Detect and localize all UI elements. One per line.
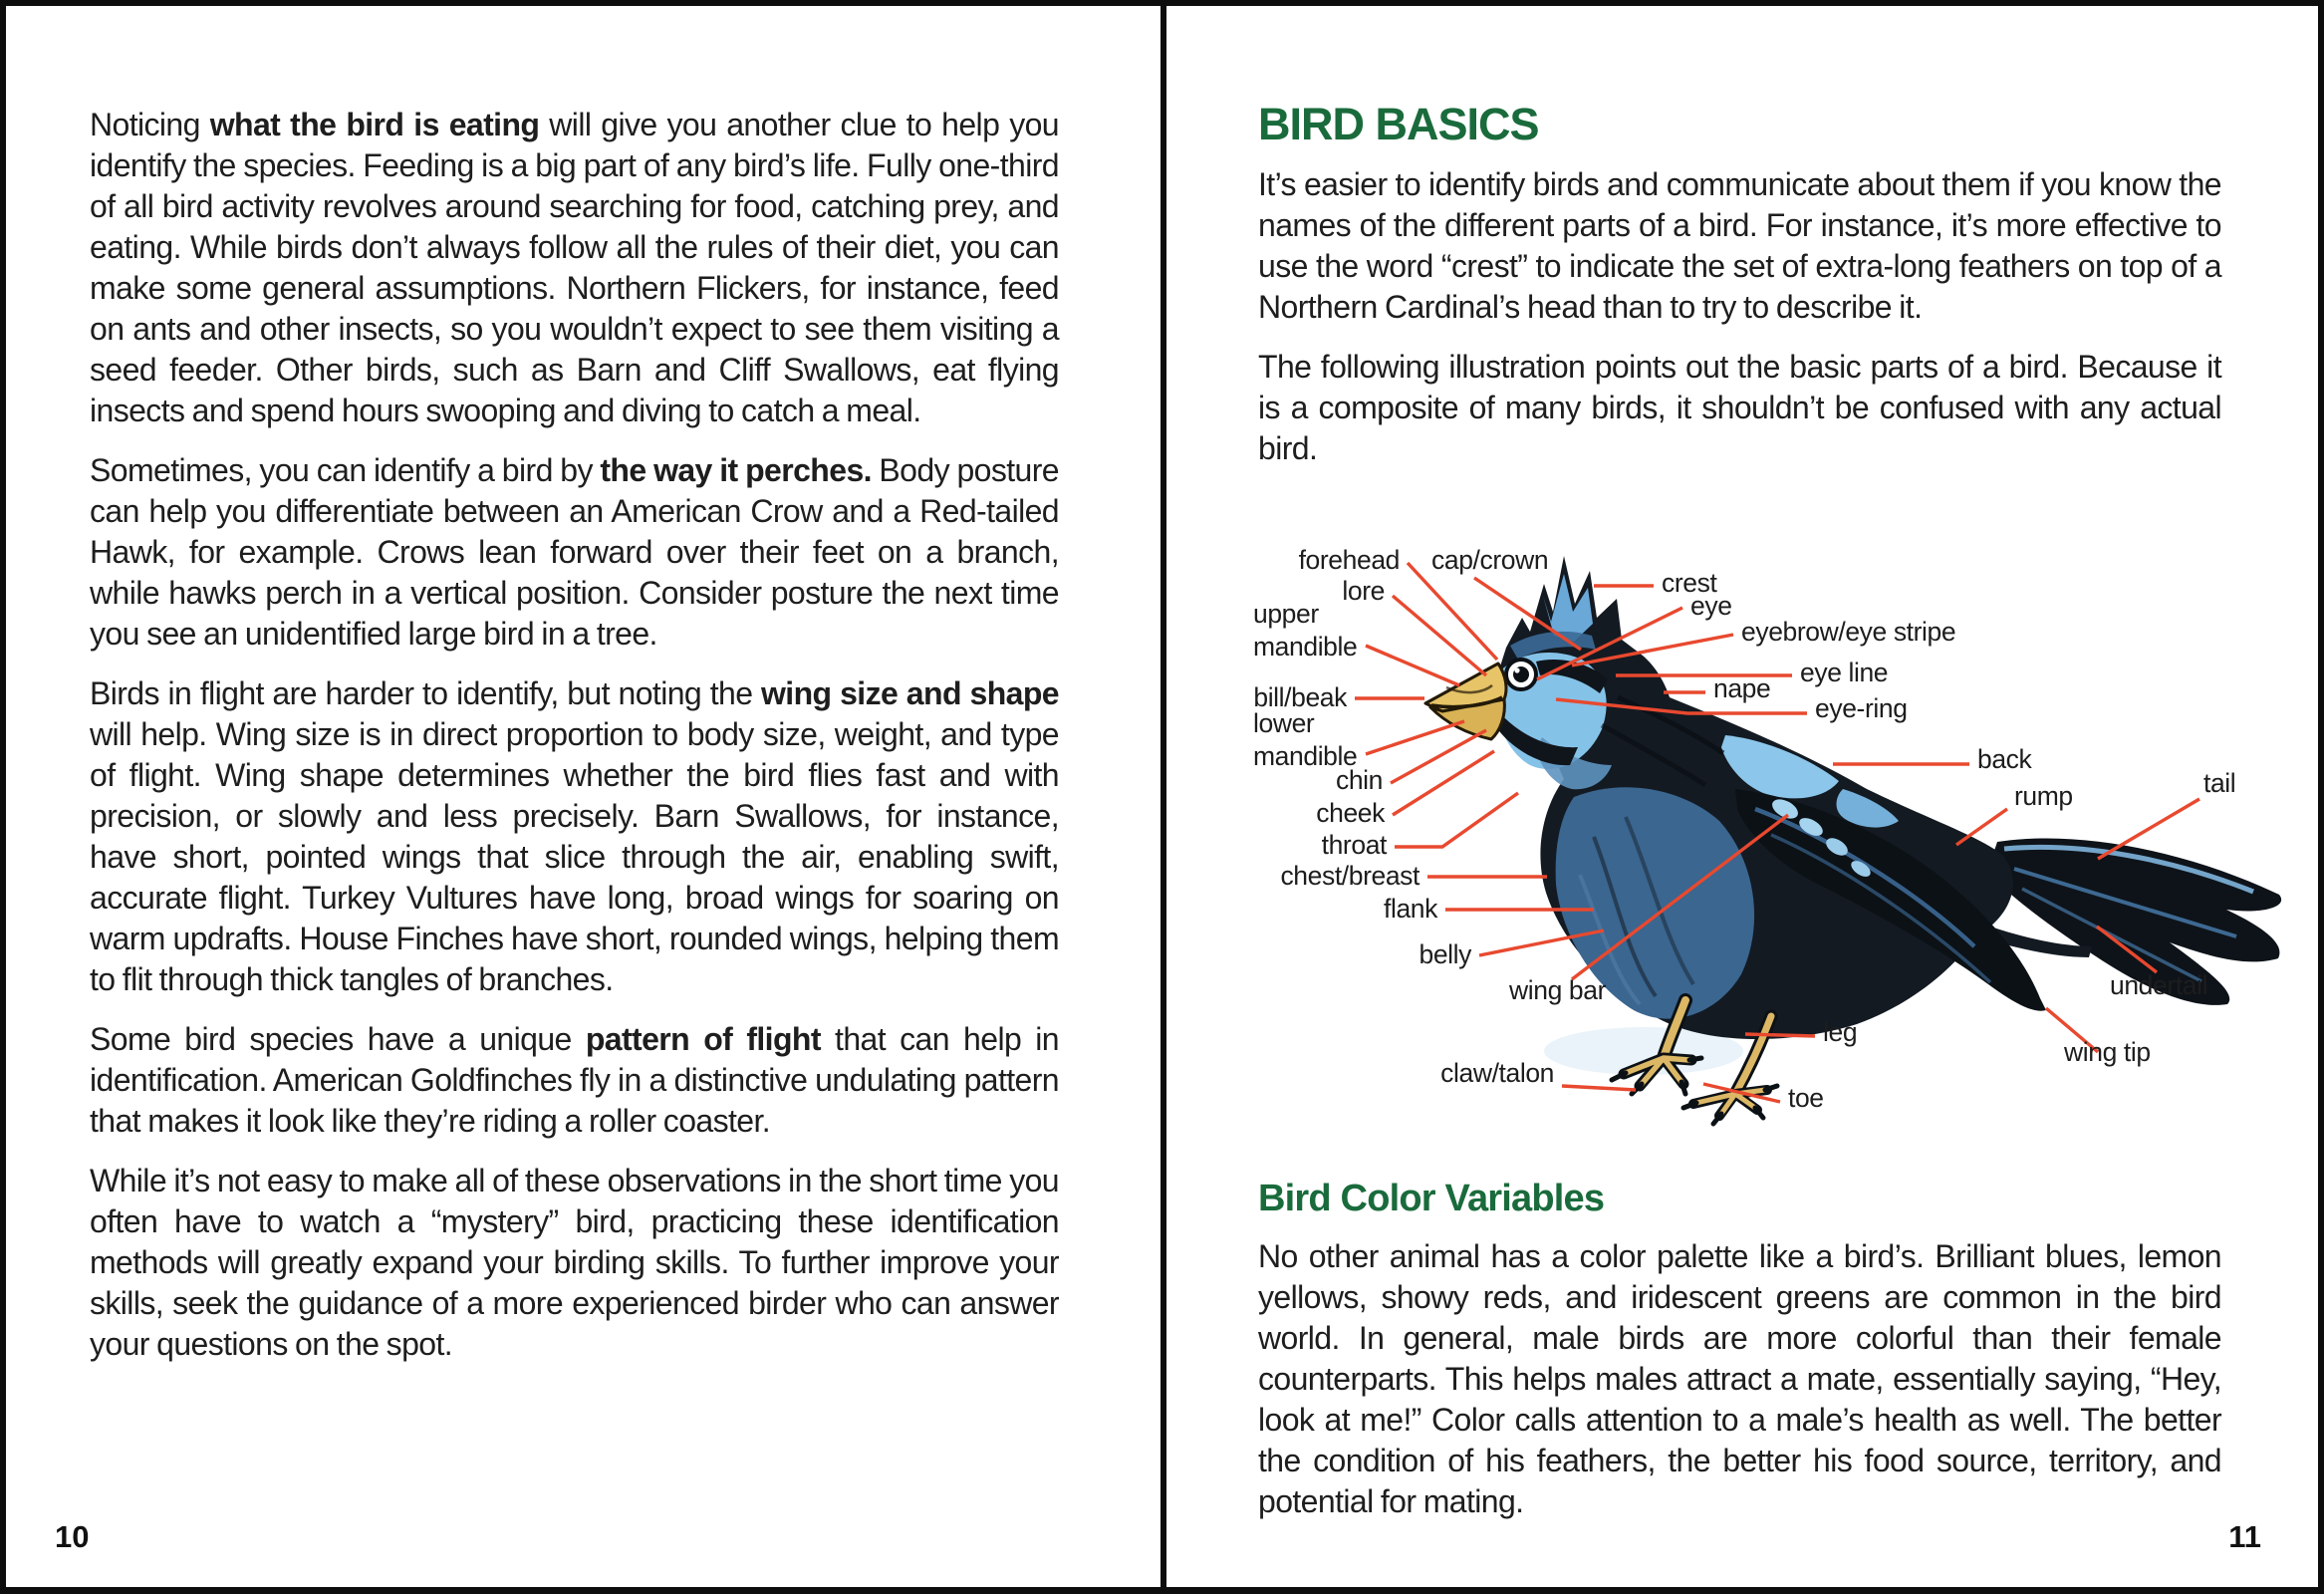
label-text: claw/talon: [1440, 1058, 1554, 1088]
label-text: leg: [1823, 1017, 1858, 1047]
paragraph-wing-size: Birds in flight are harder to identify, but noting the wing size and shape will help. Wing size is in direct proportion to body size, weight, and type of flight. Wing shape determines whether the bird flies fast and with precision, or slowly and less precisely. Barn Swallows, for instance, have short, pointed wings that slice through the air, enabling swift, accurate flight. Turkey Vultures have long, broad wings for soaring on warm updrafts. House Finches have short, rounded wings, helping them to flit through thick tangles of branches.: [90, 675, 1059, 997]
label-text: rump: [2014, 781, 2073, 811]
label-text: flank: [1384, 894, 1437, 924]
paragraph-color-variables: No other animal has a color palette like a bird’s. Brilliant blues, lemon yellows, showy reds, and iridescent greens are common in the bird world. In general, male birds are more colorful than their female counterparts. This helps males attract a mate, essentially saying, “Hey, look at me!” Color calls attention to a male’s health as well. The better the condition of his feathers, the better his food source, territory, and potential for mating.: [1258, 1238, 2221, 1519]
paragraph-perching: Sometimes, you can identify a bird by the way it perches. Body posture can help you differentiate between an American Crow and a Red-tailed Hawk, for example. Crows lean forward over their feet on a branch, while hawks perch in a vertical position. Consider posture the next time you see an unidentified large bird in a tree.: [90, 452, 1060, 652]
section-heading: BIRD BASICS: [1258, 99, 1539, 149]
label-text: eye: [1690, 591, 1732, 621]
label-text: tail: [2203, 768, 2236, 798]
label-text: bill/beak: [1253, 682, 1347, 712]
label-text: throat: [1321, 830, 1387, 860]
diagram-label: [2098, 768, 2235, 859]
label-text: upper mandible: [1253, 599, 1358, 662]
label-text: eyebrow/eye stripe: [1741, 617, 1956, 647]
label-text: wing bar: [1509, 975, 1606, 1005]
label-leader-line: [1393, 751, 1494, 815]
page-left: [6, 6, 1161, 1587]
label-text: forehead: [1298, 545, 1400, 575]
diagram-label: [1956, 781, 2073, 845]
paragraph-illustration-note: The following illustration points out the basic parts of a bird. Because it is a composite of many birds, it shouldn’t be confused with any actual bird.: [1258, 349, 2221, 466]
diagram-label: [2046, 1008, 2151, 1067]
label-text: toe: [1788, 1083, 1824, 1113]
label-text: undertail: [2110, 970, 2208, 1000]
paragraph-bird-parts: It’s easier to identify birds and communicate about them if you know the names of the different parts of a bird. For instance, it’s more effective to use the word “crest” to indicate the set of extra-long feathers on top of a Northern Cardinal’s head than to try to describe it.: [1258, 166, 2221, 325]
right-text-top: [1258, 101, 2221, 488]
label-text: cap/crown: [1431, 545, 1549, 575]
label-text: chin: [1335, 765, 1383, 795]
label-text: back: [1977, 744, 2032, 774]
label-leader-line: [1391, 730, 1486, 783]
label-leader-line: [2098, 799, 2199, 859]
diagram-label: [1833, 744, 2033, 774]
page-number-left: 10: [55, 1519, 90, 1554]
page-right: [1166, 6, 2318, 1587]
diagram-label: [1664, 673, 1770, 703]
paragraph-feeding: Noticing what the bird is eating will give you another clue to help you identify the species. Feeding is a big part of any bird’s life. Fully one-third of all bird activity revolves around searching for food, catching prey, and eating. While birds don’t always follow all the rules of their diet, you can make some general assumptions. Northern Flickers, for instance, feed on ants and other insects, so you wouldn’t expect to see them visiting a seed feeder. Other birds, such as Barn and Cliff Swallows, eat flying insects and spend hours swooping and diving to catch a meal.: [90, 107, 1059, 428]
label-text: belly: [1419, 939, 1471, 969]
label-text: chest/breast: [1280, 861, 1420, 891]
left-text-column: [90, 105, 1059, 1384]
label-leader-line: [1956, 809, 2007, 845]
paragraph-flight-pattern: Some bird species have a unique pattern of flight that can help in identification. American Goldfinches fly in a distinctive undulating pattern that makes it look like they’re riding a roller coaster.: [90, 1021, 1059, 1139]
label-text: nape: [1713, 673, 1771, 703]
label-text: lore: [1342, 576, 1385, 606]
diagram-label: [1280, 861, 1547, 891]
subsection-heading: Bird Color Variables: [1258, 1178, 1605, 1219]
label-leader-line: [1745, 1034, 1815, 1036]
label-text: wing tip: [2064, 1037, 2151, 1067]
label-text: eye line: [1800, 658, 1889, 687]
bird-anatomy-diagram: [1245, 528, 2321, 1166]
label-text: cheek: [1316, 798, 1385, 828]
diagram-label: [1253, 599, 1459, 685]
label-text: lower mandible: [1253, 708, 1358, 771]
label-leader-line: [1366, 646, 1459, 685]
page-number-right: 11: [2228, 1519, 2261, 1554]
right-text-bottom: [1258, 1178, 2221, 1541]
label-text: eye-ring: [1815, 693, 1908, 723]
label-text: crest: [1662, 568, 1717, 598]
diagram-label: [1419, 930, 1604, 969]
paragraph-practice: While it’s not easy to make all of these observations in the short time you often have to watch a “mystery” bird, practicing these identification methods will greatly expand your birding skills. To further improve your skills, seek the guidance of a more experienced birder who can answer your questions on the spot.: [90, 1163, 1059, 1362]
label-leader-line: [1562, 1086, 1636, 1090]
